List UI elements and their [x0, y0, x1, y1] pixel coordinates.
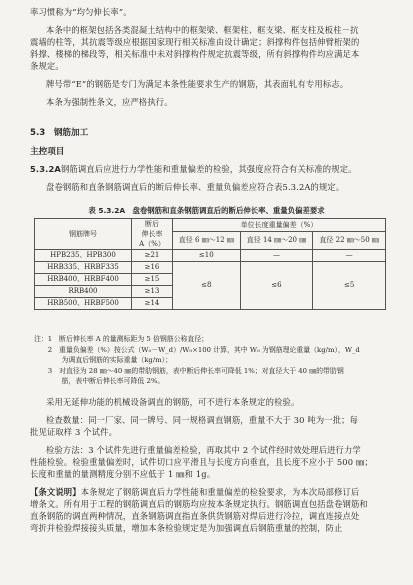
text-line: 条规定。 — [30, 61, 64, 71]
commentary-line — [30, 486, 390, 498]
requirements-table — [34, 218, 386, 310]
table-caption: 表 5.3.2A 盘卷钢筋和直条钢筋调直后的断后伸长率、重量负偏差要求 — [88, 206, 325, 215]
table-row: RRB400 ≥13 — [35, 286, 386, 298]
paragraph-frame — [30, 24, 390, 36]
header-diameter-1: 直径 6 ㎜～12 ㎜ — [173, 232, 241, 250]
header-grade: 钢筋牌号 — [35, 219, 132, 250]
text-line: 采用无延伸功能的机械设备调直的钢筋，可不进行本条规定的检验。 — [46, 397, 300, 407]
header-diameter-2: 直径 14 ㎜～20 ㎜ — [240, 232, 313, 250]
clause-id: 5.3.2A — [30, 164, 61, 174]
section-heading: 5.3 钢筋加工 — [30, 128, 89, 138]
text-line: 盘卷钢筋和直条钢筋调直后的断后伸长率、重量负偏差应符合表5.3.2A的规定。 — [46, 182, 345, 192]
commentary-text: 本条规定了钢筋调直后力学性能和重量偏差的检验要求，为本次局部修订后 — [80, 487, 360, 497]
commentary-label: 【条文说明】 — [30, 487, 81, 497]
text-line: 检查数量：同一厂家、同一牌号、同一规格调直钢筋，重量不大于 30 吨为一批；每 — [46, 415, 359, 425]
note-2: 2 重量负偏差（%）按公式（W₀－W_d）/W₀×100 计算，其中 W₀ 为钢筋理论重量（kg/m），W_d — [34, 345, 360, 354]
table-row: HRB500、HRBF500 ≥14 — [35, 298, 386, 310]
clause-line — [30, 163, 390, 175]
table-row: HRB400、HRBF400 ≥15 — [35, 274, 386, 286]
text-line: 批见证取样 3 个试件。 — [30, 427, 118, 437]
text-line: 性能检验。检验重量偏差时，试件切口应平滑且与长度方向垂直，且长度不应小于 500 ㎜； — [30, 457, 373, 467]
text-line: 本条为强制性条文，应严格执行。 — [46, 97, 173, 107]
text-line: 检验方法：3 个试件先进行重量偏差检验，再取其中 2 个试件经时效处理后进行力学 — [46, 445, 361, 455]
text-line: 牌号带“E”的钢筋是专门为满足本条性能要求生产的钢筋，其表面轧有专用标志。 — [46, 79, 349, 89]
note-2-cont: 为调直后钢筋的实际重量（kg/m）； — [34, 356, 173, 364]
note-1: 注：1 断后伸长率 A 的量测标距为 5 倍钢筋公称直径； — [34, 335, 209, 343]
header-elongation: 断后 伸长率 A（%） — [132, 219, 173, 250]
table-notes — [34, 334, 386, 387]
header-weight-deviation: 单位长度重量偏差（%） — [173, 219, 386, 232]
table-row: HRB335、HRBF335 ≥16 ≤8 ≤6 ≤5 — [35, 262, 386, 274]
text-line: 斜撑、楼梯的梯段等，相关标准中未对斜撑构件规定抗震等级，所有斜撑构件均应满足本 — [30, 49, 360, 59]
text-line: 率习惯称为“均匀伸长率”。 — [30, 7, 132, 17]
subsection-heading: 主控项目 — [30, 147, 65, 157]
text-line: 本条中的框架包括各类混凝土结构中的框架梁、框架柱、框支梁、框支柱及板柱－抗 — [46, 25, 359, 35]
text-line: 直条钢筋的调直两种情况，直条钢筋调直指直条供货钢筋对焊后进行冷拉，调直连接点处 — [30, 511, 360, 521]
note-3: 3 对直径为 28 ㎜～40 ㎜的带肋钢筋，表中断后伸长率可降低 1%；对直径大于 40 ㎜的带肋钢 — [34, 366, 344, 375]
note-3-cont: 筋，表中断后伸长率可降低 2%。 — [34, 377, 165, 385]
text-line: 长度和重量的量测精度分别不应低于 1 ㎜和 1g。 — [30, 469, 216, 479]
clause-text: 钢筋调直后应进行力学性能和重量偏差的检验，其强度应符合有关标准的规定。 — [60, 164, 357, 174]
text-line: 震墙的柱等，其抗震等级应根据国家现行相关标准由设计确定；斜撑构件包括伸臂桁架的 — [30, 37, 360, 47]
text-line: 增条文。所有用于工程的钢筋调直后的钢筋均应按本条规定执行。钢筋调直包括盘卷钢筋和 — [30, 499, 368, 509]
header-diameter-3: 直径 22 ㎜～50 ㎜ — [313, 232, 386, 250]
table-row: HPB235、HPB300 ≥21 ≤10 — — — [35, 250, 386, 262]
text-line: 弯折并检验焊接接头质量，增加本条检验规定是为加强调直后钢筋重量的控制，防止 — [30, 523, 343, 533]
